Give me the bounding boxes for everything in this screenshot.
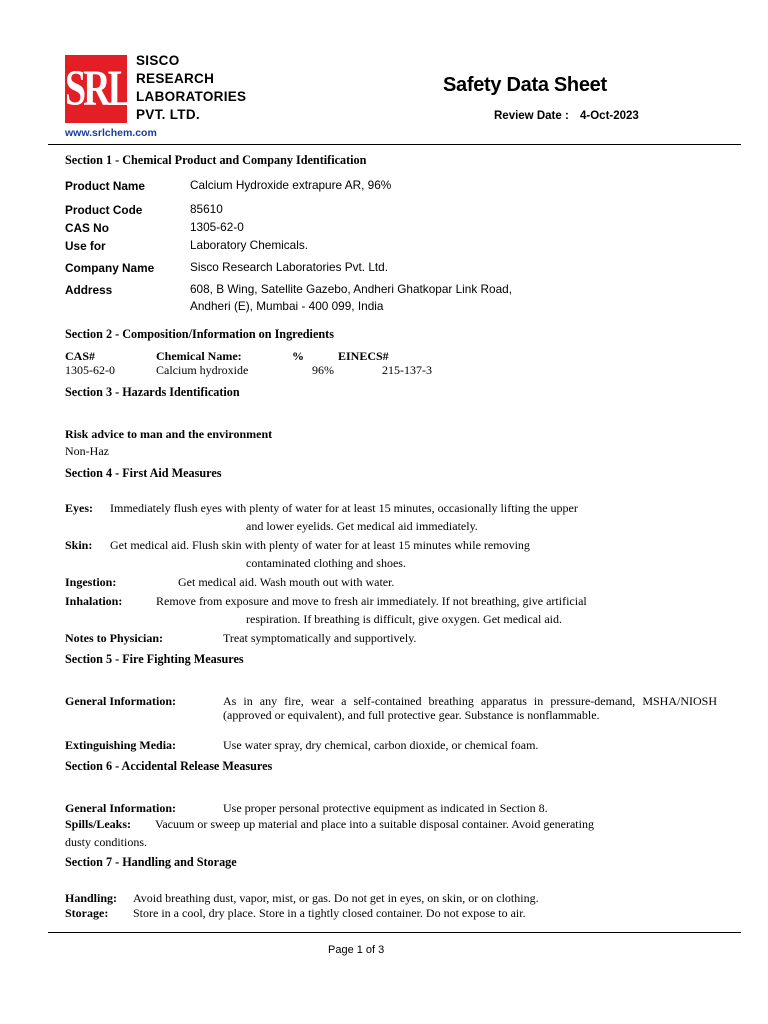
col-einecs-header: EINECS# [338,349,389,363]
review-date-label: Review Date : [494,110,569,122]
review-date: 4-Oct-2023 [580,110,639,122]
document-title: Safety Data Sheet [443,74,607,96]
extinguishing-media-text: Use water spray, dry chemical, carbon dioxide, or chemical foam. [223,738,539,752]
company-name-line-3: LABORATORIES [136,89,247,104]
release-general-text: Use proper personal protective equipment as indicated in Section 8. [223,801,548,815]
skin-label: Skin: [65,538,93,552]
handling-text: Avoid breathing dust, vapor, mist, or gas. Do not get in eyes, on skin, or on clothing. [133,891,539,905]
section-1-heading: Section 1 - Chemical Product and Company Identification [65,153,367,167]
section-4-heading: Section 4 - First Aid Measures [65,466,222,480]
section-6-heading: Section 6 - Accidental Release Measures [65,759,273,773]
col-chemical-name-header: Chemical Name: [156,349,242,363]
storage-label: Storage: [65,906,109,920]
page-number: Page 1 of 3 [328,944,385,956]
cas-label: CAS No [65,221,109,235]
physician-label: Notes to Physician: [65,631,163,645]
skin-text-line-2: contaminated clothing and shoes. [246,556,406,570]
footer-divider [48,932,741,933]
inhalation-text-line-1: Remove from exposure and move to fresh air immediately. If not breathing, give artificial [156,594,587,608]
company-name-line-4: PVT. LTD. [136,107,200,122]
eyes-label: Eyes: [65,501,93,515]
section-7-heading: Section 7 - Handling and Storage [65,855,237,869]
address-line-1: 608, B Wing, Satellite Gazebo, Andheri Ghatkopar Link Road, [190,282,512,296]
section-5-heading: Section 5 - Fire Fighting Measures [65,652,244,666]
inhalation-label: Inhalation: [65,594,123,608]
product-name-label: Product Name [65,179,145,193]
srl-logo-text: SRL [65,60,130,118]
company-name-line-1: SISCO [136,53,180,68]
cas-value: 1305-62-0 [190,220,244,234]
row-chemical-name: Calcium hydroxide [156,363,249,377]
address-label: Address [65,283,113,297]
address-line-2: Andheri (E), Mumbai - 400 099, India [190,299,384,313]
row-einecs: 215-137-3 [382,363,432,377]
handling-label: Handling: [65,891,118,905]
eyes-text-line-1: Immediately flush eyes with plenty of water for at least 15 minutes, occasionally lifting the upper [110,501,578,515]
section-3-heading: Section 3 - Hazards Identification [65,385,240,399]
row-cas: 1305-62-0 [65,363,115,377]
product-code-label: Product Code [65,203,143,217]
website-link[interactable]: www.srlchem.com [65,127,157,139]
ingestion-text: Get medical aid. Wash mouth out with water. [178,575,395,589]
extinguishing-media-label: Extinguishing Media: [65,738,177,752]
risk-advice-heading: Risk advice to man and the environment [65,427,273,441]
fire-general-text-content: As in any fire, wear a self-contained breathing apparatus in pressure-demand, MSHA/NIOSH (approved or equivalent), and full protective gear. Substance is nonflammable. [223,694,717,722]
row-percent: 96% [312,363,334,377]
fire-general-text [223,694,717,722]
product-code-value: 85610 [190,202,223,216]
spills-text-line-1: Vacuum or sweep up material and place into a suitable disposal container. Avoid generating [155,817,594,831]
inhalation-text-line-2: respiration. If breathing is difficult, give oxygen. Get medical aid. [246,612,563,626]
eyes-text-line-2: and lower eyelids. Get medical aid immediately. [246,519,478,533]
company-name-line-2: RESEARCH [136,71,215,86]
spills-label: Spills/Leaks: [65,817,132,831]
risk-advice-text: Non-Haz [65,444,109,458]
company-label: Company Name [65,261,155,275]
product-name-value: Calcium Hydroxide extrapure AR, 96% [190,178,392,192]
skin-text-line-1: Get medical aid. Flush skin with plenty of water for at least 15 minutes while removing [110,538,530,552]
physician-text: Treat symptomatically and supportively. [223,631,417,645]
ingestion-label: Ingestion: [65,575,117,589]
fire-general-label: General Information: [65,694,176,708]
header-divider [48,144,741,145]
use-value: Laboratory Chemicals. [190,238,309,252]
company-value: Sisco Research Laboratories Pvt. Ltd. [190,260,389,274]
srl-logo [65,55,130,123]
storage-text: Store in a cool, dry place. Store in a tightly closed container. Do not expose to air. [133,906,526,920]
use-label: Use for [65,239,106,253]
section-2-heading: Section 2 - Composition/Information on Ingredients [65,327,334,341]
spills-text-line-2: dusty conditions. [65,835,148,849]
col-percent-header: % [292,349,304,363]
col-cas-header: CAS# [65,349,96,363]
release-general-label: General Information: [65,801,176,815]
